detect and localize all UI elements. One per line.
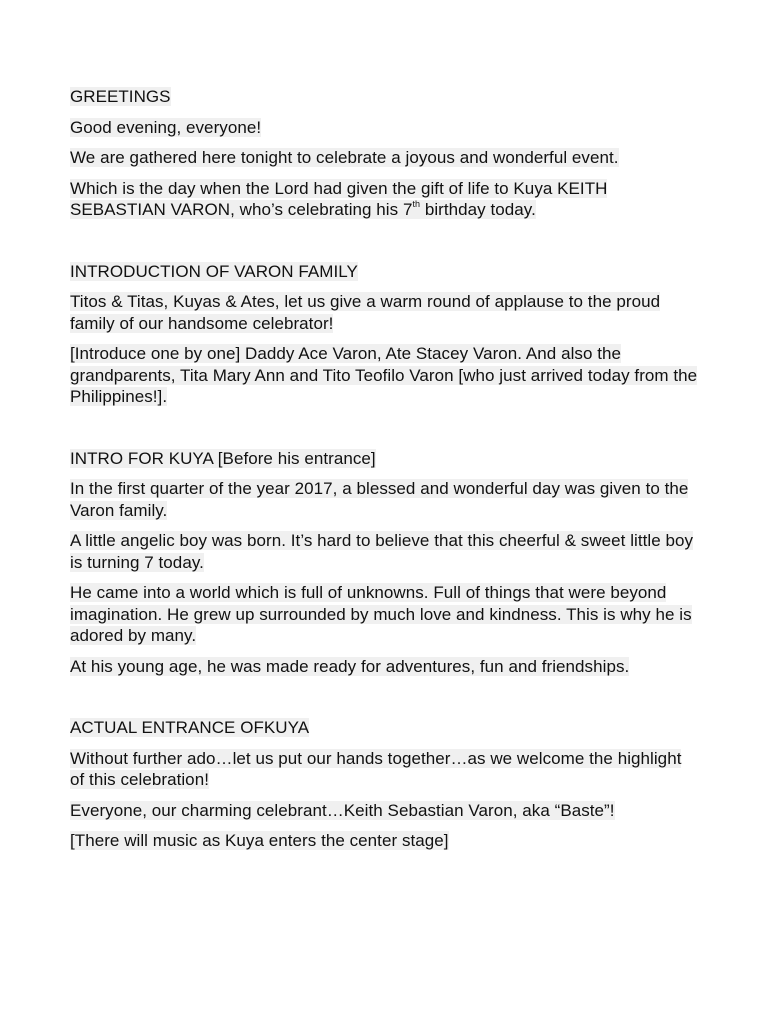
paragraph <box>70 830 698 852</box>
section-kuya-intro <box>70 448 698 678</box>
heading-text: INTRO FOR KUYA [Before his entrance] <box>70 448 376 468</box>
paragraph <box>70 656 698 678</box>
paragraph-text: Everyone, our charming celebrant…Keith Sebastian Varon, aka “Baste”! <box>70 800 615 820</box>
section-heading <box>70 448 698 470</box>
paragraph-text: [Introduce one by one] Daddy Ace Varon, Ate Stacey Varon. And also the grandparents, Tita Mary Ann and Tito Teofilo Varon [who just arrived today from the Philippines!]. <box>70 344 698 406</box>
paragraph-text: We are gathered here tonight to celebrate a joyous and wonderful event. <box>70 148 619 167</box>
paragraph-text: Good evening, everyone! <box>70 117 262 137</box>
paragraph <box>70 147 698 169</box>
paragraph-text: A little angelic boy was born. It’s hard to believe that this cheerful & sweet little boy is turning 7 today. <box>70 531 694 572</box>
birthday-text-before: Which is the day when the Lord had given the gift of life to Kuya KEITH SEBASTIAN VARON, who’s celebrating his 7 <box>70 178 608 219</box>
heading-text: ACTUAL ENTRANCE OFKUYA <box>70 718 310 737</box>
birthday-text <box>70 179 607 220</box>
paragraph-text: In the first quarter of the year 2017, a blessed and wonderful day was given to the Varon family. <box>70 479 689 520</box>
paragraph <box>70 117 698 139</box>
section-family-intro <box>70 261 698 408</box>
section-heading <box>70 261 698 283</box>
paragraph-text: Titos & Titas, Kuyas & Ates, let us give a warm round of applause to the proud family of our handsome celebrator! <box>70 292 661 333</box>
section-heading <box>70 86 698 108</box>
birthday-text-after: birthday today. <box>420 200 536 219</box>
paragraph <box>70 582 698 647</box>
paragraph-text: At his young age, he was made ready for adventures, fun and friendships. <box>70 656 630 676</box>
paragraph <box>70 478 698 521</box>
ordinal-suffix: th <box>412 199 421 210</box>
birthday-paragraph <box>70 178 698 221</box>
paragraph <box>70 530 698 573</box>
paragraph-text: Without further ado…let us put our hands together…as we welcome the highlight of this celebration! <box>70 748 682 789</box>
paragraph <box>70 343 698 408</box>
heading-text: GREETINGS <box>70 87 171 106</box>
section-heading <box>70 717 698 739</box>
paragraph <box>70 291 698 334</box>
paragraph-text: He came into a world which is full of unknowns. Full of things that were beyond imagination. He grew up surrounded by much love and kindness. This is why he is adored by many. <box>70 583 692 645</box>
section-entrance <box>70 717 698 852</box>
paragraph <box>70 800 698 822</box>
section-greetings <box>70 86 698 221</box>
heading-text: INTRODUCTION OF VARON FAMILY <box>70 261 358 281</box>
paragraph <box>70 748 698 791</box>
paragraph-text: [There will music as Kuya enters the center stage] <box>70 831 449 850</box>
